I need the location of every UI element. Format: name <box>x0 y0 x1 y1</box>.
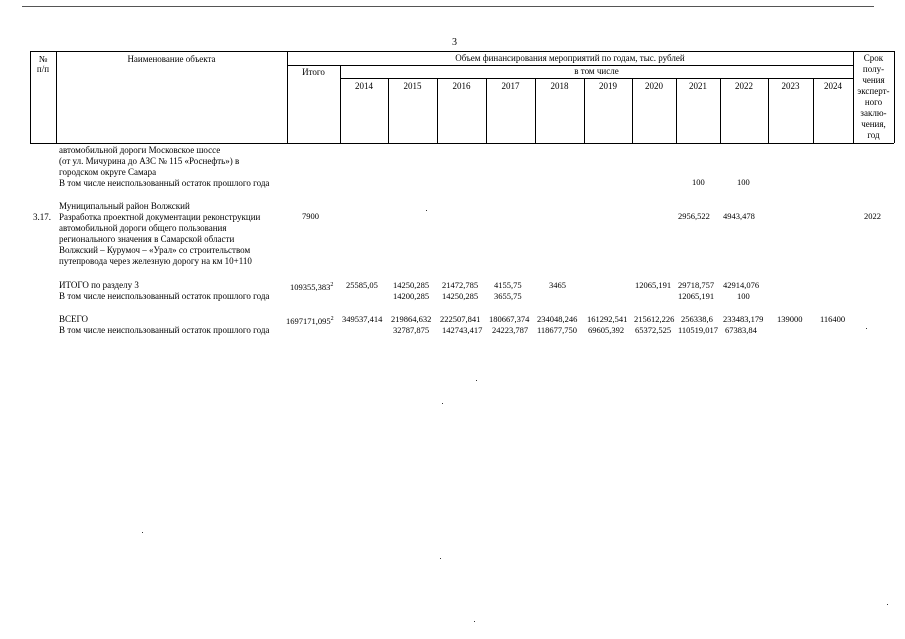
vsego-sub-2022: 67383,84 <box>725 325 757 335</box>
vsego-2021: 256338,6 <box>681 314 713 324</box>
page-number: 3 <box>452 37 457 48</box>
header-year-2024: 2024 <box>824 81 842 91</box>
value-2021: 100 <box>692 177 705 187</box>
header-col-deadline: Срок полу- чения эксперт- ного заклю- чения, год <box>857 53 890 140</box>
row-name-line: Разработка проектной документации реконструкции <box>59 212 261 222</box>
vsego-sub-2016: 142743,417 <box>442 325 483 335</box>
itogo-2017: 4155,75 <box>494 280 522 290</box>
value-2022: 4943,478 <box>723 211 755 221</box>
itogo-2015: 14250,285 <box>393 280 430 290</box>
header-year-2017: 2017 <box>501 81 520 91</box>
header-year-2015: 2015 <box>403 81 422 91</box>
header-year-2022: 2022 <box>735 81 753 91</box>
header-year-2019: 2019 <box>599 81 617 91</box>
vsego-2015: 219864,632 <box>391 314 432 324</box>
scan-edge-line <box>22 6 874 7</box>
vsego-sub-2015: 32787,875 <box>393 325 430 335</box>
vsego-total: 1697171,095$^2$ <box>286 315 334 326</box>
row-name-line: регионального значения в Самарской области <box>59 234 235 244</box>
itogo-sub-2015: 14200,285 <box>393 291 430 301</box>
itogo-2021: 29718,757 <box>678 280 715 290</box>
header-col-including: в том числе <box>574 66 619 76</box>
row-name-line: автомобильной дороги общего пользования <box>59 223 227 233</box>
itogo-sub-2021: 12065,191 <box>678 291 715 301</box>
value-2021: 2956,522 <box>678 211 710 221</box>
vsego-sub-2017: 24223,787 <box>492 325 529 335</box>
vsego-2014: 349537,414 <box>342 314 383 324</box>
row-number: 3.17. <box>33 212 51 222</box>
district-label: Муниципальный район Волжский <box>59 201 190 211</box>
value-total: 7900 <box>302 211 319 221</box>
vsego-sub-2020: 65372,525 <box>635 325 672 335</box>
vsego-2019: 161292,541 <box>587 314 628 324</box>
vsego-2020: 215612,226 <box>634 314 675 324</box>
itogo-sub-2017: 3655,75 <box>494 291 522 301</box>
vsego-2018: 234048,246 <box>537 314 578 324</box>
vsego-2016: 222507,841 <box>440 314 481 324</box>
itogo-total: 109355,383$^2$ <box>290 281 334 292</box>
itogo-sub-label: В том числе неиспользованный остаток прошлого года <box>59 291 270 301</box>
vsego-label: ВСЕГО <box>59 314 88 324</box>
row-name-line: (от ул. Мичурина до АЗС № 115 «Роснефть») в <box>59 156 240 166</box>
vsego-sub-2018: 118677,750 <box>537 325 578 335</box>
vsego-2023: 139000 <box>777 314 803 324</box>
itogo-2016: 21472,785 <box>442 280 479 290</box>
row-name-line: В том числе неиспользованный остаток прошлого года <box>59 178 270 188</box>
value-2022: 100 <box>737 177 750 187</box>
vsego-2022: 233483,179 <box>723 314 764 324</box>
itogo-label: ИТОГО по разделу 3 <box>59 280 139 290</box>
header-col-funding: Объем финансирования мероприятий по годам, тыс. рублей <box>455 53 685 63</box>
vsego-sub-label: В том числе неиспользованный остаток прошлого года <box>59 325 270 335</box>
header-col-total: Итого <box>302 67 325 77</box>
itogo-sub-2016: 14250,285 <box>442 291 479 301</box>
row-name-line: Волжский – Курумоч – «Урал» со строительством <box>59 245 251 255</box>
vsego-2024: 116400 <box>820 314 846 324</box>
header-year-2020: 2020 <box>645 81 663 91</box>
row-name-line: городском округе Самара <box>59 167 157 177</box>
header-year-2016: 2016 <box>452 81 471 91</box>
value-deadline: 2022 <box>864 211 881 221</box>
row-name-line: путепровода через железную дорогу на км 10+110 <box>59 256 252 266</box>
header-year-2021: 2021 <box>689 81 707 91</box>
vsego-2017: 180667,374 <box>489 314 530 324</box>
header-year-2014: 2014 <box>355 81 373 91</box>
itogo-sub-2022: 100 <box>737 291 750 301</box>
itogo-2018: 3465 <box>549 280 566 290</box>
header-col-num: № п/п <box>36 54 50 74</box>
itogo-2014: 25585,05 <box>346 280 378 290</box>
row-name-line: автомобильной дороги Московское шоссе <box>59 145 221 155</box>
header-year-2023: 2023 <box>781 81 800 91</box>
itogo-2022: 42914,076 <box>723 280 760 290</box>
vsego-sub-2019: 69605,392 <box>588 325 625 335</box>
header-year-2018: 2018 <box>550 81 569 91</box>
vsego-sub-2021: 110519,017 <box>678 325 719 335</box>
itogo-2020: 12065,191 <box>635 280 672 290</box>
header-col-name: Наименование объекта <box>127 54 216 64</box>
